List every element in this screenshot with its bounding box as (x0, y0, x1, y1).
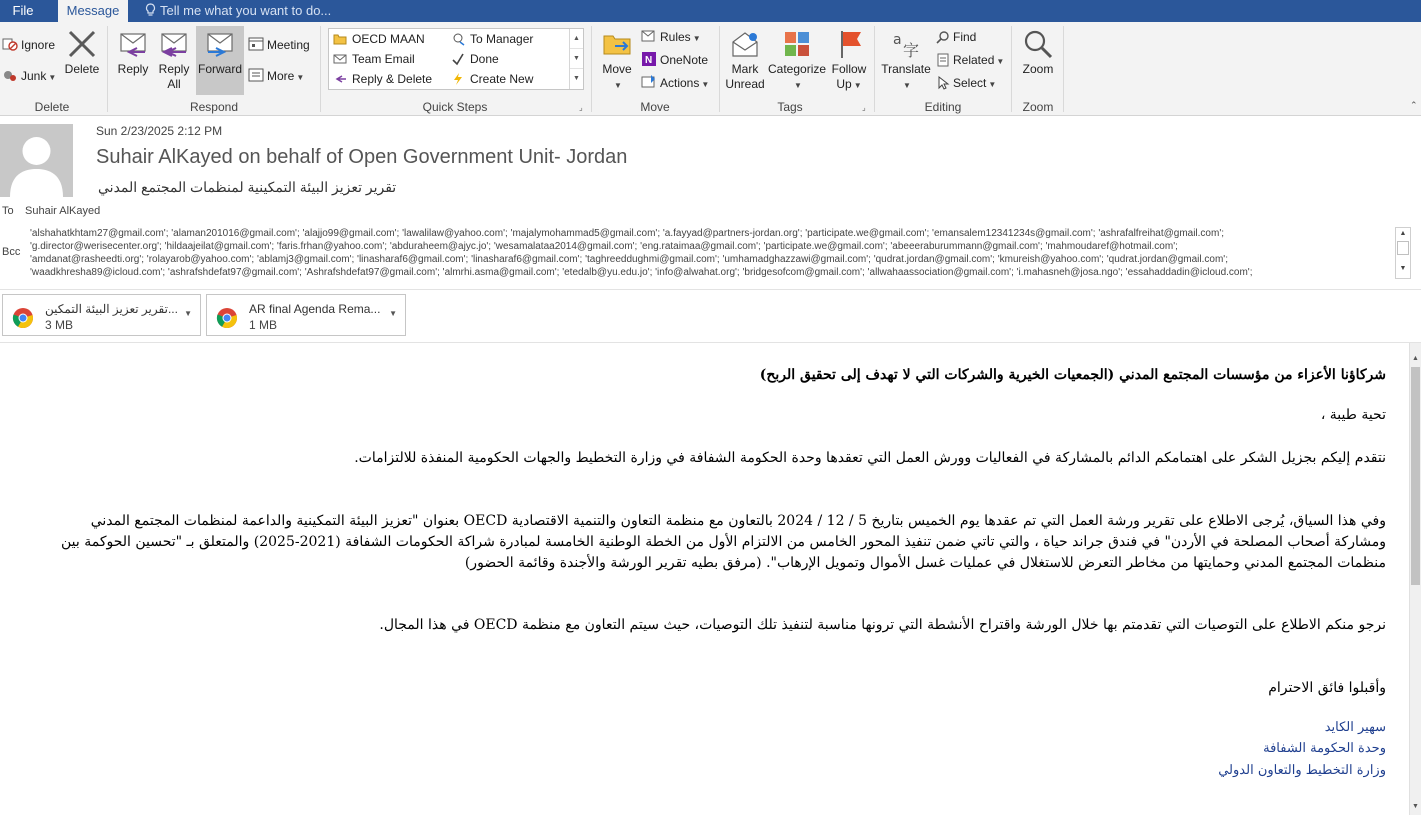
body-scrollbar[interactable] (1409, 343, 1421, 815)
actions-button[interactable] (641, 73, 709, 93)
quick-step-oecd-maan[interactable] (333, 29, 425, 49)
svg-text:字: 字 (903, 41, 920, 60)
reply-all-label-1: Reply (158, 62, 190, 76)
find-label: Find (953, 30, 977, 44)
chrome-icon (12, 307, 34, 329)
quick-step-reply-delete[interactable] (333, 69, 432, 89)
more-label: More (267, 69, 295, 83)
message-subject: تقرير تعزيز البيئة التمكينية لمنظمات المجتمع المدني (98, 179, 397, 195)
quick-step-label: To Manager (470, 32, 534, 46)
body-paragraph-line: وفي هذا السياق، يُرجى الاطلاع على تقرير ورشة العمل التي تم عقدها يوم الخميس بتاريخ 5 / 12 / 2024 بالتعاون مع منظمة التعاون والتنمية الاقتصادية OECD بعنوان "تعزيز البيئة التمكينية والداعمة لمنظمات المجتمع المدني (90, 513, 1386, 529)
team-email-icon (333, 52, 347, 66)
group-label-editing: Editing (924, 100, 962, 114)
magnifier-icon (1022, 28, 1054, 60)
body-paragraph-line: منظمات المجتمع المدني وحمايتها من مخاطر التعرض للاستغلال في عمليات غسل الأموال وتمويل الإرهاب". (مرفق بطيه تقرير الورشة والأجندة وقائمة الحضور) (464, 555, 1386, 571)
reply-all-icon (158, 28, 190, 60)
attachment-name: تقرير تعزيز البيئة التمكين... (45, 302, 178, 316)
onenote-button[interactable] (641, 50, 708, 70)
scroll-up-icon[interactable]: ▲ (1399, 230, 1407, 237)
chevron-down-icon: ▼ (692, 34, 701, 43)
lightbulb-icon (145, 3, 156, 17)
body-paragraph: نرجو منكم الاطلاع على التوصيات التي تقدمتم بها خلال الورشة واقتراح الأنشطة التي ترونها مناسبة لتنفيذ تلك التوصيات، حيث سيتم التعاون مع منظمة OECD في هذا المجال. (379, 617, 1386, 633)
forward-icon (204, 28, 236, 60)
signature-name: سهير الكايد (1324, 720, 1386, 735)
follow-up-button[interactable] (828, 28, 870, 93)
dialog-launcher-icon[interactable]: ⌟ (862, 103, 866, 112)
message-body[interactable] (0, 343, 1409, 815)
onenote-label: OneNote (660, 53, 709, 67)
sent-datetime: Sun 2/23/2025 2:12 PM (96, 124, 223, 138)
bcc-line: 'alshahatkhtam27@gmail.com'; 'alaman201016@gmail.com'; 'alajjo99@gmail.com'; 'lawalilaw@yahoo.com'; 'majalymohammad5@gmail.com'; 'a.fayyad@partners-jordan.org'; 'participate.we@gmail.com'; 'emansalem12341234s@gmail.com'; 'ashrafalfreihat@gmail.com'; (30, 228, 1225, 239)
body-salutation: تحية طيبة ، (1320, 407, 1386, 423)
translate-button[interactable] (879, 28, 933, 93)
chevron-down-icon: ▼ (701, 80, 710, 89)
rules-label: Rules (660, 30, 691, 44)
chevron-down-icon: ▼ (296, 73, 305, 82)
chevron-down-icon[interactable]: ▼ (184, 309, 192, 318)
delete-button[interactable] (62, 28, 102, 77)
chevron-down-icon: ▼ (903, 81, 911, 90)
attachment-report[interactable] (2, 294, 201, 336)
chevron-down-icon: ▼ (996, 57, 1005, 66)
reply-delete-icon (333, 72, 347, 86)
scroll-up-icon[interactable]: ▲ (1412, 355, 1419, 362)
more-respond-icon (248, 67, 264, 83)
related-icon (936, 53, 950, 67)
chevron-down-icon[interactable]: ▼ (389, 309, 397, 318)
tab-file[interactable]: File (12, 3, 34, 18)
rules-button[interactable] (641, 27, 701, 47)
translate-icon (890, 28, 922, 60)
chevron-down-icon: ▼ (853, 81, 862, 90)
group-label-respond: Respond (189, 100, 239, 114)
bcc-recipient-list[interactable] (30, 227, 1390, 279)
rules-icon (641, 28, 657, 44)
move-label: Move (602, 62, 632, 76)
meeting-icon (248, 36, 264, 52)
tab-message[interactable]: Message (58, 0, 128, 22)
scroll-thumb[interactable] (1411, 367, 1420, 585)
mark-unread-icon (729, 28, 761, 60)
select-button[interactable] (936, 73, 996, 93)
cursor-arrow-icon (936, 76, 950, 90)
scroll-thumb[interactable] (1397, 241, 1409, 255)
checkmark-icon (451, 52, 465, 66)
body-paragraph: نتقدم إليكم بجزيل الشكر على اهتمامكم الدائم بالمشاركة في الفعاليات وورش العمل التي تعقدها وحدة الحكومة الشفافة في وزارة التخطيط والجهات الحكومية المنفذة للالتزامات. (354, 450, 1386, 466)
zoom-label: Zoom (1022, 62, 1054, 76)
mark-unread-label-2: Unread (725, 77, 765, 91)
junk-icon (2, 67, 18, 83)
scroll-down-icon[interactable]: ▼ (570, 49, 583, 69)
quick-step-label: Reply & Delete (352, 72, 433, 86)
quick-step-label: Team Email (352, 52, 415, 66)
chevron-down-icon: ▼ (48, 73, 57, 82)
select-label: Select (953, 76, 987, 90)
bcc-line: 'waadkhresha89@icloud.com'; 'ashrafshdefat97@gmail.com'; 'Ashrafshdefat97@gmail.com'; 'almrhi.asma@gmail.com'; 'etedalb@yu.edu.jo'; 'info@alwahat.org'; 'bridgesofcom@gmail.com'; 'allwahaassociation@gmail.com'; 'i.mahasneh@josa.ngo'; 'essahaddadin@icloud.com'; (30, 267, 1253, 278)
mark-unread-label-1: Mark (731, 62, 759, 76)
tell-me-placeholder: Tell me what you want to do... (160, 3, 332, 18)
onenote-icon (641, 51, 657, 67)
group-label-delete: Delete (34, 100, 70, 114)
group-label-tags: Tags (777, 100, 803, 114)
related-button[interactable] (936, 50, 1004, 70)
reply-button[interactable] (114, 28, 152, 77)
signature-ministry: وزارة التخطيط والتعاون الدولي (1218, 763, 1386, 778)
group-label-move: Move (640, 100, 670, 114)
follow-up-label-1: Follow (831, 62, 867, 76)
dialog-launcher-icon[interactable]: ⌟ (579, 103, 583, 112)
svg-text:a: a (893, 32, 902, 48)
reply-label: Reply (117, 62, 149, 76)
ignore-icon (2, 36, 18, 52)
body-greeting-heading: شركاؤنا الأعزاء من مؤسسات المجتمع المدني (الجمعيات الخيرية والشركات التي لا تهدف إلى تحقيق الربح) (759, 367, 1386, 383)
bcc-line: 'g.director@werisecenter.org'; 'hildaajeilat@gmail.com'; 'faris.frhan@yahoo.com'; 'abduraheem@ajyc.jo'; 'wesamalataa2014@gmail.com'; 'eng.rataimaa@gmail.com'; 'participate.we@gmail.com'; 'abeeeraburummann@gmail.com'; 'mahmoudaref@hotmail.com'; (30, 241, 1178, 252)
chevron-down-icon: ▼ (988, 80, 997, 89)
junk-button[interactable] (2, 66, 56, 86)
ribbon (0, 22, 1421, 116)
categorize-label: Categorize (768, 62, 827, 76)
reply-all-label-2: All (167, 77, 181, 91)
body-paragraph-line: ومشاركة أصحاب المصلحة في الأردن" في فندق جراند حياة ، والتي تاتي ضمن تنفيذ المحور الخامس من الالتزام الأول من الخطة الوطنية الخامسة لمبادرة شراكة الحكومات الشفافة (2021-2025) والمتعلق بـ "تحسين الحوكمة بين (60, 534, 1386, 550)
reply-all-button[interactable] (155, 28, 193, 92)
group-separator (1063, 26, 1064, 112)
quick-step-done[interactable] (451, 49, 499, 69)
attachment-agenda[interactable] (206, 294, 406, 336)
move-button[interactable] (597, 28, 637, 93)
categorize-icon (781, 28, 813, 60)
quick-step-label: Create New (470, 72, 534, 86)
quick-steps-scroll[interactable] (569, 29, 583, 89)
ignore-button[interactable] (2, 35, 55, 55)
forward-label: Forward (197, 62, 242, 76)
attachment-size: 1 MB (249, 318, 278, 332)
find-button[interactable] (936, 27, 976, 47)
bcc-label: Bcc (2, 246, 21, 258)
to-recipient[interactable]: Suhair AlKayed (25, 205, 101, 217)
ribbon-tab-bar (0, 0, 1421, 22)
bcc-scrollbar[interactable] (1395, 227, 1411, 279)
divider (0, 289, 1421, 290)
quick-step-to-manager[interactable] (451, 29, 533, 49)
translate-label: Translate (881, 62, 931, 76)
quick-steps-gallery (328, 28, 584, 90)
quick-step-label: OECD MAAN (352, 32, 425, 46)
follow-up-label-2: Up (836, 77, 852, 91)
svg-text:N: N (645, 55, 653, 66)
chrome-icon (216, 307, 238, 329)
actions-icon (641, 74, 657, 90)
chevron-down-icon: ▼ (614, 81, 622, 90)
meeting-label: Meeting (267, 38, 310, 52)
mark-unread-button[interactable] (722, 28, 768, 92)
chevron-down-icon: ▼ (794, 81, 802, 90)
categorize-button[interactable] (768, 28, 826, 93)
group-label-quick-steps: Quick Steps (422, 100, 488, 114)
related-label: Related (953, 53, 995, 67)
signature-unit: وحدة الحكومة الشفافة (1263, 741, 1386, 756)
body-closing: وأقبلوا فائق الاحترام (1268, 680, 1386, 696)
quick-step-create-new[interactable] (451, 69, 533, 89)
attachment-size: 3 MB (45, 318, 74, 332)
sender-name[interactable]: Suhair AlKayed on behalf of Open Government Unit- Jordan (96, 146, 628, 168)
scroll-up-icon[interactable]: ▲ (570, 29, 583, 49)
zoom-button[interactable] (1016, 28, 1060, 77)
bcc-line: 'amdanat@rasheedti.org'; 'rolayarob@yahoo.com'; 'ablamj3@gmail.com'; 'linasharaf6@gmail.com'; 'linasharaf6@gmail.com'; 'taghreeddughmi@gmail.com'; 'umhamadghazzawi@gmail.com'; 'qudrat.jordan@gmail.com'; 'kmureish@yahoo.com'; 'qudrat.jordan@gmail.com'; (30, 254, 1228, 265)
reply-icon (117, 28, 149, 60)
ignore-label: Ignore (21, 38, 56, 52)
junk-label: Junk (21, 69, 47, 83)
folder-move-icon (333, 32, 347, 46)
scroll-down-icon[interactable]: ▼ (1399, 265, 1407, 272)
search-icon (936, 30, 950, 44)
forward-button[interactable] (196, 26, 244, 95)
move-folder-icon (601, 28, 633, 60)
actions-label: Actions (660, 76, 700, 90)
meeting-button[interactable] (248, 35, 310, 55)
expand-gallery-icon[interactable]: ▼ (573, 75, 580, 82)
avatar (0, 124, 73, 197)
message-header (0, 117, 1421, 289)
scroll-down-icon[interactable]: ▼ (1412, 803, 1419, 810)
to-label: To (2, 205, 14, 217)
quick-step-label: Done (470, 52, 499, 66)
collapse-ribbon-icon[interactable]: ⌃ (1410, 100, 1418, 110)
group-label-zoom: Zoom (1022, 100, 1054, 114)
lightning-icon (451, 72, 465, 86)
quick-step-team-email[interactable] (333, 49, 415, 69)
person-silhouette-icon (0, 124, 73, 197)
attachment-name: AR final Agenda Rema... (249, 302, 381, 316)
more-button[interactable] (248, 66, 304, 86)
delete-x-icon (66, 28, 98, 60)
delete-label: Delete (64, 62, 100, 76)
to-manager-icon (451, 32, 465, 46)
flag-icon (833, 28, 865, 60)
tell-me-search[interactable] (145, 0, 331, 22)
